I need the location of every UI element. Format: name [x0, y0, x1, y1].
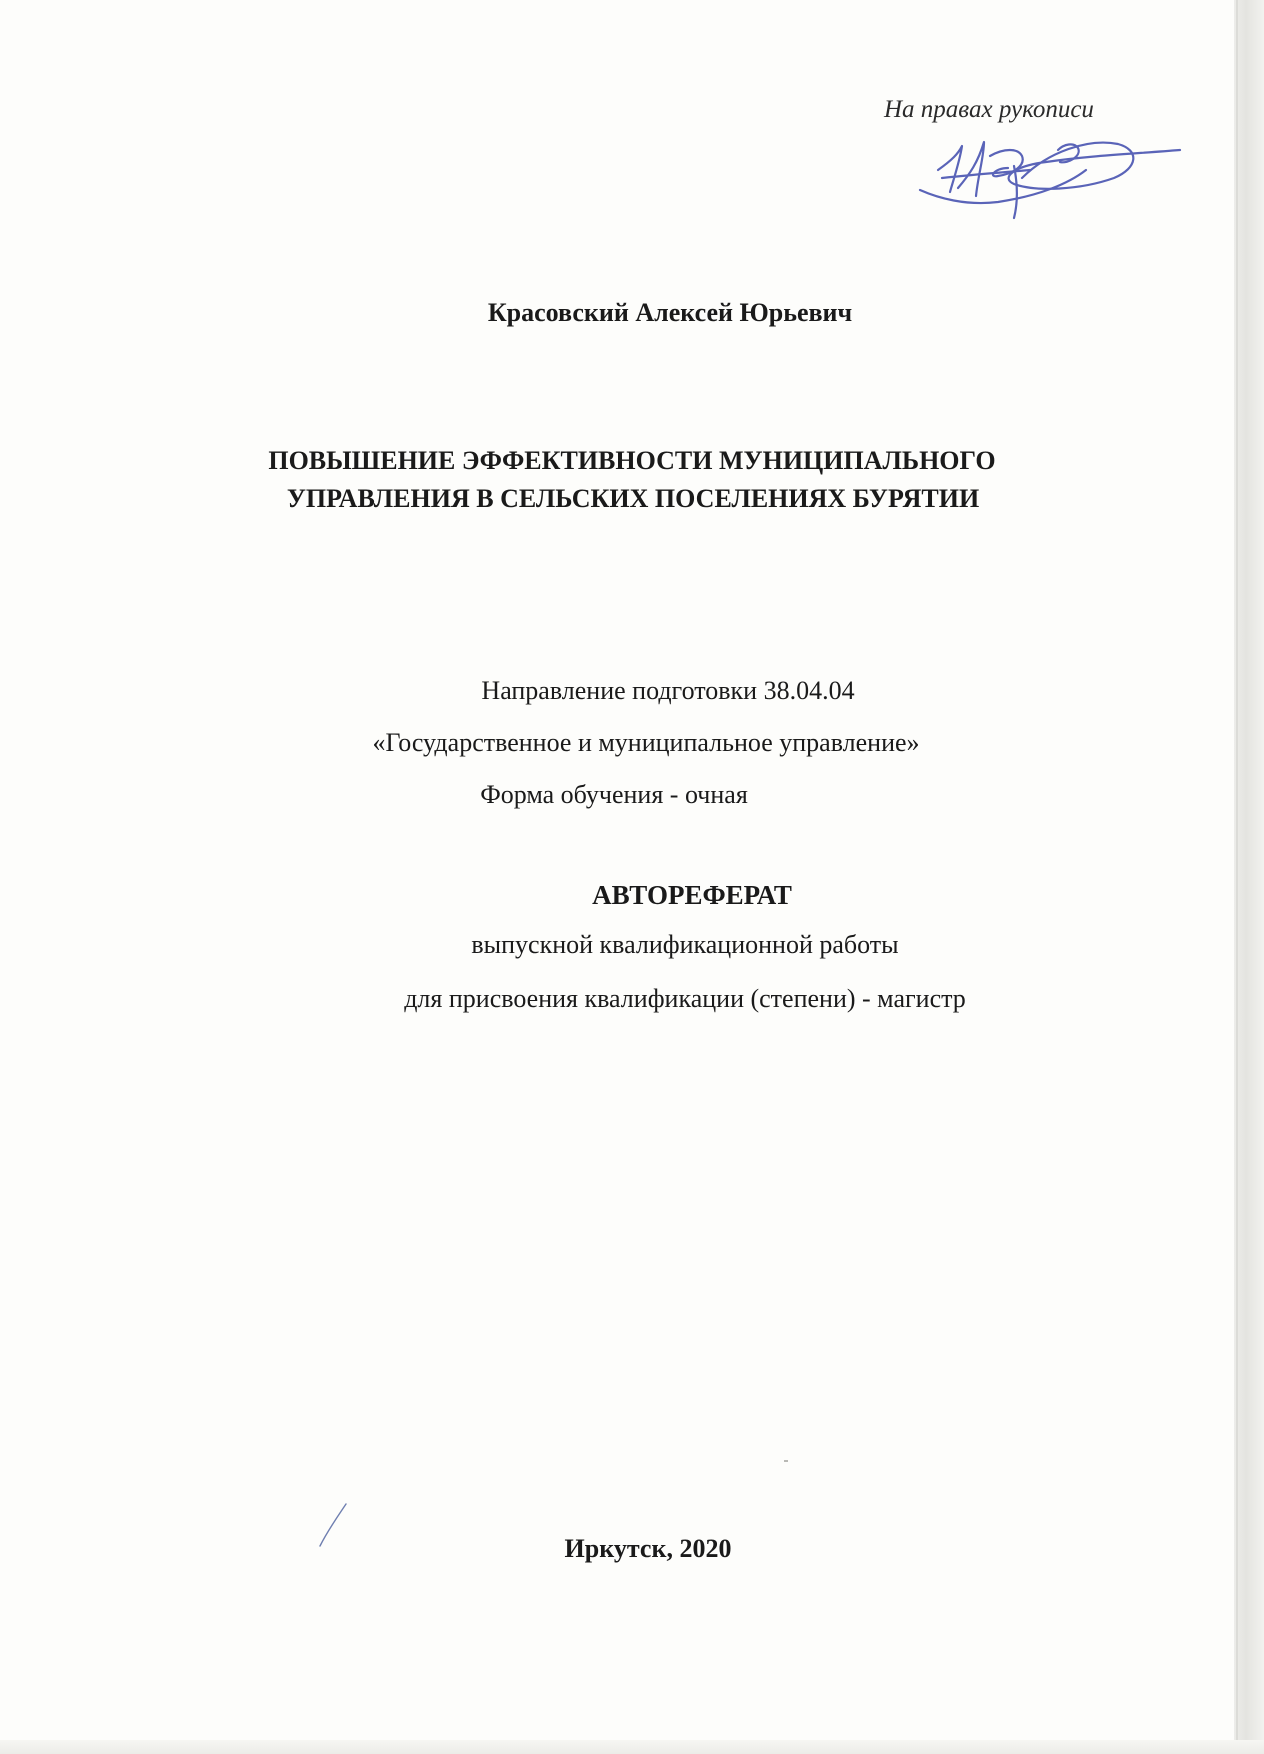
- study-form: Форма обучения - очная: [480, 780, 748, 809]
- study-direction: Направление подготовки 38.04.04: [481, 676, 855, 705]
- scan-bottom-edge: [0, 1740, 1264, 1754]
- city-year: Иркутск, 2020: [564, 1534, 732, 1563]
- scan-edge-line: [1236, 0, 1238, 1754]
- program-name: «Государственное и муниципальное управление»: [372, 728, 920, 757]
- scan-speck: [784, 1460, 788, 1462]
- document-subtitle-2: для присвоения квалификации (степени) - магистр: [404, 984, 966, 1013]
- manuscript-note: На правах рукописи: [884, 96, 1094, 123]
- handwritten-signature: [918, 126, 1188, 226]
- document-subtitle-1: выпускной квалификационной работы: [471, 930, 899, 959]
- scan-right-edge: [1234, 0, 1264, 1754]
- document-type-heading: АВТОРЕФЕРАТ: [592, 880, 792, 910]
- thesis-title-line-2: УПРАВЛЕНИЯ В СЕЛЬСКИХ ПОСЕЛЕНИЯХ БУРЯТИИ: [286, 484, 980, 513]
- author-name: Красовский Алексей Юрьевич: [487, 298, 853, 327]
- thesis-title-line-1: ПОВЫШЕНИЕ ЭФФЕКТИВНОСТИ МУНИЦИПАЛЬНОГО: [268, 446, 996, 475]
